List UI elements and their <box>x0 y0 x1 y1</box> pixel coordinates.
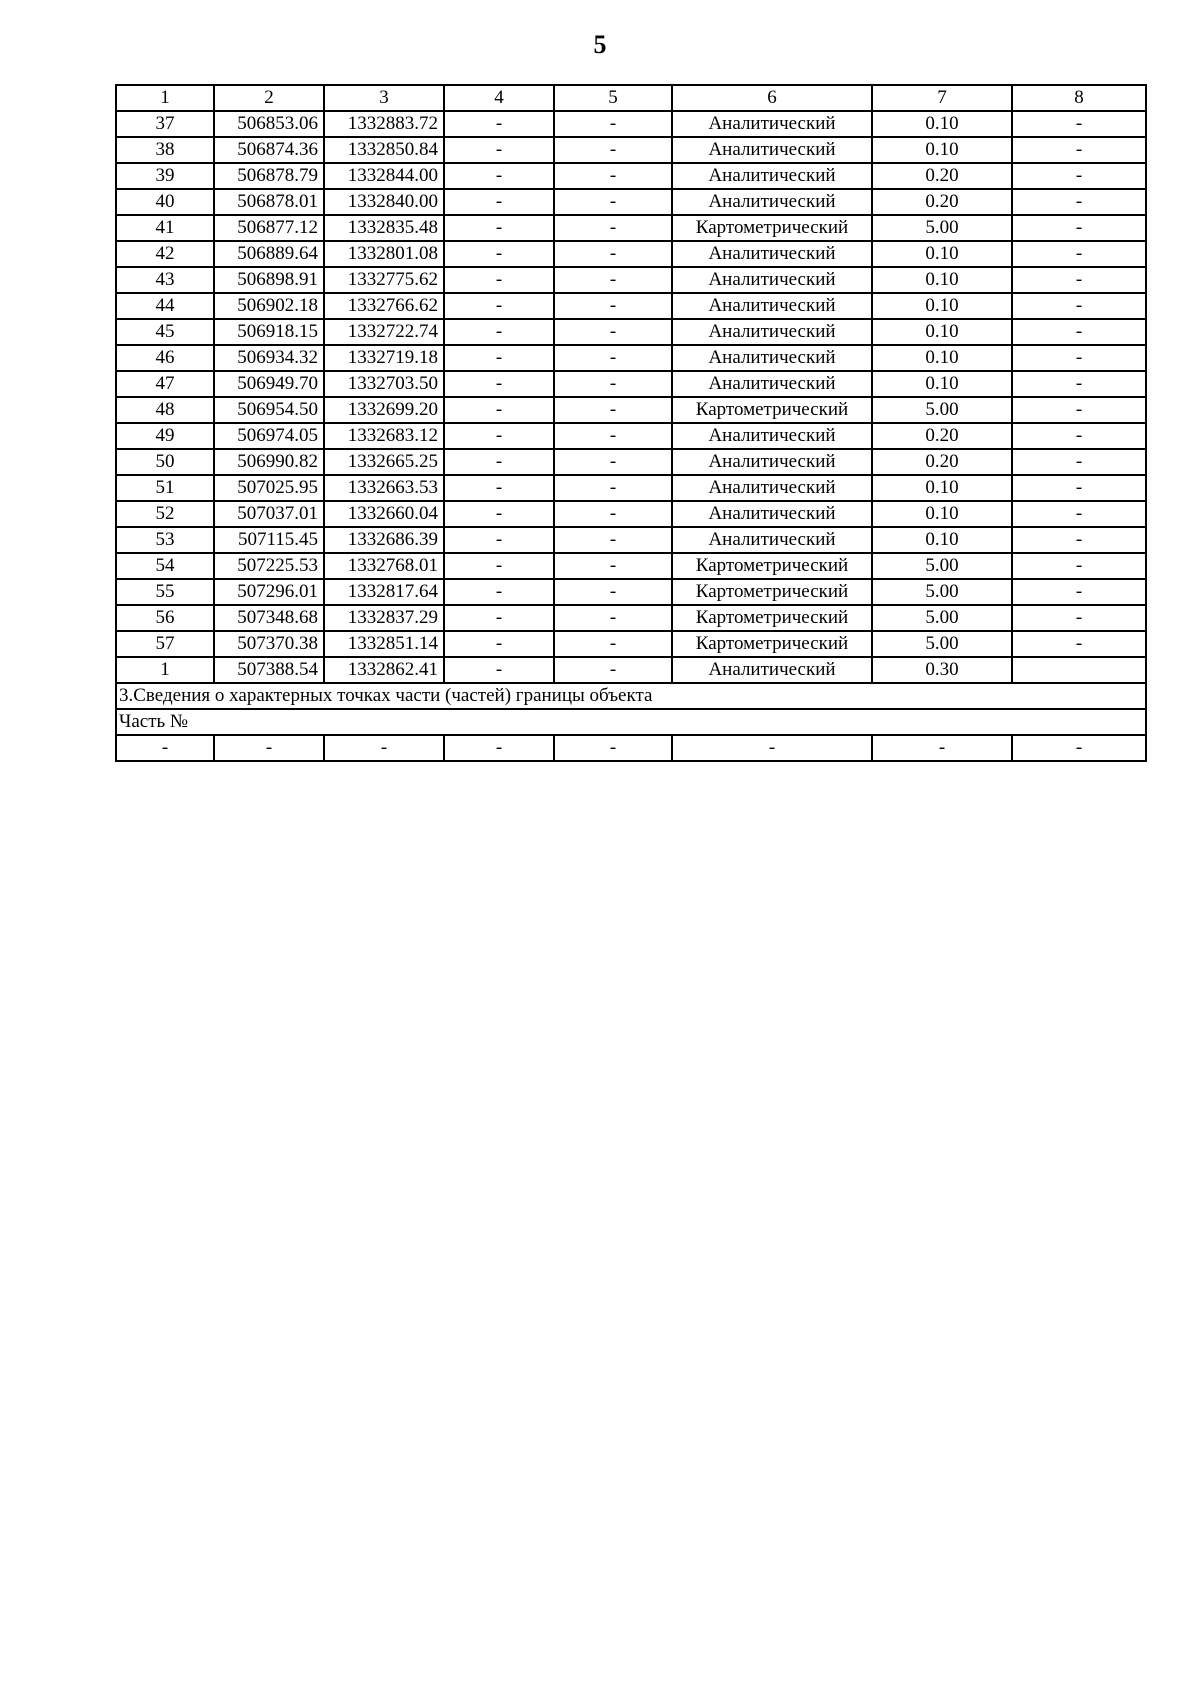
x-coordinate-cell: 506878.01 <box>214 189 324 215</box>
x-coordinate-cell: 507370.38 <box>214 631 324 657</box>
col8-cell: - <box>1012 163 1146 189</box>
table-row <box>116 449 1146 475</box>
point-number-cell: 37 <box>116 111 214 137</box>
page-number: 5 <box>593 30 607 59</box>
table-body <box>116 85 1146 761</box>
column-number: 2 <box>214 85 324 111</box>
col5-cell: - <box>554 163 672 189</box>
table-row <box>116 189 1146 215</box>
col5-cell: - <box>554 553 672 579</box>
col4-cell: - <box>444 423 554 449</box>
table-row <box>116 241 1146 267</box>
col4-cell: - <box>444 111 554 137</box>
x-coordinate-cell: 506954.50 <box>214 397 324 423</box>
col8-cell: - <box>1012 501 1146 527</box>
column-number-row <box>116 85 1146 111</box>
accuracy-cell: 5.00 <box>872 579 1012 605</box>
col8-cell: - <box>1012 137 1146 163</box>
point-number-cell: 53 <box>116 527 214 553</box>
x-coordinate-cell: 506889.64 <box>214 241 324 267</box>
col5-cell: - <box>554 631 672 657</box>
accuracy-cell: 5.00 <box>872 397 1012 423</box>
col5-cell: - <box>554 267 672 293</box>
x-coordinate-cell: 507025.95 <box>214 475 324 501</box>
col4-cell: - <box>444 371 554 397</box>
col5-cell: - <box>554 189 672 215</box>
x-coordinate-cell: 507348.68 <box>214 605 324 631</box>
table-row <box>116 501 1146 527</box>
point-number-cell: 1 <box>116 657 214 683</box>
col4-cell: - <box>444 579 554 605</box>
table-row <box>116 423 1146 449</box>
table-row <box>116 475 1146 501</box>
col8-cell: - <box>1012 553 1146 579</box>
col5-cell: - <box>554 293 672 319</box>
point-number-cell: 48 <box>116 397 214 423</box>
x-coordinate-cell: 507296.01 <box>214 579 324 605</box>
empty-cell: - <box>444 735 554 761</box>
col5-cell: - <box>554 345 672 371</box>
y-coordinate-cell: 1332768.01 <box>324 553 444 579</box>
col8-cell: - <box>1012 319 1146 345</box>
table-row <box>116 215 1146 241</box>
accuracy-cell: 0.10 <box>872 111 1012 137</box>
column-number: 6 <box>672 85 872 111</box>
method-cell: Аналитический <box>672 371 872 397</box>
method-cell: Аналитический <box>672 293 872 319</box>
method-cell: Аналитический <box>672 345 872 371</box>
y-coordinate-cell: 1332686.39 <box>324 527 444 553</box>
col8-cell: - <box>1012 527 1146 553</box>
y-coordinate-cell: 1332801.08 <box>324 241 444 267</box>
accuracy-cell: 0.10 <box>872 371 1012 397</box>
method-cell: Аналитический <box>672 449 872 475</box>
point-number-cell: 39 <box>116 163 214 189</box>
table-row <box>116 579 1146 605</box>
point-number-cell: 55 <box>116 579 214 605</box>
point-number-cell: 44 <box>116 293 214 319</box>
y-coordinate-cell: 1332837.29 <box>324 605 444 631</box>
y-coordinate-cell: 1332862.41 <box>324 657 444 683</box>
col4-cell: - <box>444 657 554 683</box>
table-row <box>116 137 1146 163</box>
method-cell: Аналитический <box>672 501 872 527</box>
point-number-cell: 42 <box>116 241 214 267</box>
x-coordinate-cell: 506902.18 <box>214 293 324 319</box>
col4-cell: - <box>444 319 554 345</box>
col8-cell: - <box>1012 371 1146 397</box>
point-number-cell: 51 <box>116 475 214 501</box>
y-coordinate-cell: 1332851.14 <box>324 631 444 657</box>
y-coordinate-cell: 1332703.50 <box>324 371 444 397</box>
col8-cell: - <box>1012 449 1146 475</box>
col5-cell: - <box>554 449 672 475</box>
method-cell: Картометрический <box>672 631 872 657</box>
x-coordinate-cell: 506974.05 <box>214 423 324 449</box>
col8-cell: - <box>1012 345 1146 371</box>
x-coordinate-cell: 506990.82 <box>214 449 324 475</box>
table-row <box>116 657 1146 683</box>
col8-cell <box>1012 657 1146 683</box>
accuracy-cell: 0.10 <box>872 527 1012 553</box>
y-coordinate-cell: 1332699.20 <box>324 397 444 423</box>
col8-cell: - <box>1012 215 1146 241</box>
point-number-cell: 40 <box>116 189 214 215</box>
col8-cell: - <box>1012 579 1146 605</box>
col5-cell: - <box>554 527 672 553</box>
method-cell: Картометрический <box>672 579 872 605</box>
col8-cell: - <box>1012 293 1146 319</box>
col4-cell: - <box>444 449 554 475</box>
col5-cell: - <box>554 319 672 345</box>
method-cell: Аналитический <box>672 657 872 683</box>
col4-cell: - <box>444 475 554 501</box>
table-row <box>116 345 1146 371</box>
x-coordinate-cell: 506853.06 <box>214 111 324 137</box>
empty-cell: - <box>672 735 872 761</box>
empty-cell: - <box>324 735 444 761</box>
point-number-cell: 38 <box>116 137 214 163</box>
point-number-cell: 52 <box>116 501 214 527</box>
accuracy-cell: 0.10 <box>872 267 1012 293</box>
point-number-cell: 54 <box>116 553 214 579</box>
empty-cell: - <box>214 735 324 761</box>
method-cell: Аналитический <box>672 527 872 553</box>
method-cell: Аналитический <box>672 163 872 189</box>
accuracy-cell: 0.10 <box>872 319 1012 345</box>
accuracy-cell: 5.00 <box>872 631 1012 657</box>
col8-cell: - <box>1012 241 1146 267</box>
part-label: Часть № <box>116 709 1146 735</box>
col5-cell: - <box>554 657 672 683</box>
column-number: 8 <box>1012 85 1146 111</box>
col5-cell: - <box>554 397 672 423</box>
point-number-cell: 50 <box>116 449 214 475</box>
y-coordinate-cell: 1332883.72 <box>324 111 444 137</box>
accuracy-cell: 0.20 <box>872 189 1012 215</box>
method-cell: Аналитический <box>672 137 872 163</box>
col4-cell: - <box>444 215 554 241</box>
table-row <box>116 553 1146 579</box>
table-row <box>116 293 1146 319</box>
accuracy-cell: 5.00 <box>872 605 1012 631</box>
point-number-cell: 46 <box>116 345 214 371</box>
table-row <box>116 527 1146 553</box>
point-number-cell: 41 <box>116 215 214 241</box>
point-number-cell: 45 <box>116 319 214 345</box>
x-coordinate-cell: 507115.45 <box>214 527 324 553</box>
accuracy-cell: 0.10 <box>872 137 1012 163</box>
col4-cell: - <box>444 501 554 527</box>
method-cell: Аналитический <box>672 241 872 267</box>
section-title: 3.Сведения о характерных точках части (частей) границы объекта <box>116 683 1146 709</box>
x-coordinate-cell: 507037.01 <box>214 501 324 527</box>
col5-cell: - <box>554 605 672 631</box>
col4-cell: - <box>444 527 554 553</box>
table-row <box>116 371 1146 397</box>
col4-cell: - <box>444 345 554 371</box>
method-cell: Аналитический <box>672 111 872 137</box>
column-number: 5 <box>554 85 672 111</box>
col4-cell: - <box>444 163 554 189</box>
column-number: 3 <box>324 85 444 111</box>
y-coordinate-cell: 1332722.74 <box>324 319 444 345</box>
accuracy-cell: 0.10 <box>872 475 1012 501</box>
empty-part-row <box>116 735 1146 761</box>
col5-cell: - <box>554 111 672 137</box>
y-coordinate-cell: 1332840.00 <box>324 189 444 215</box>
x-coordinate-cell: 506949.70 <box>214 371 324 397</box>
col5-cell: - <box>554 423 672 449</box>
method-cell: Картометрический <box>672 397 872 423</box>
method-cell: Аналитический <box>672 319 872 345</box>
method-cell: Картометрический <box>672 215 872 241</box>
table-row <box>116 267 1146 293</box>
y-coordinate-cell: 1332850.84 <box>324 137 444 163</box>
y-coordinate-cell: 1332817.64 <box>324 579 444 605</box>
table-row <box>116 605 1146 631</box>
accuracy-cell: 5.00 <box>872 553 1012 579</box>
col8-cell: - <box>1012 475 1146 501</box>
column-number: 7 <box>872 85 1012 111</box>
col5-cell: - <box>554 475 672 501</box>
accuracy-cell: 5.00 <box>872 215 1012 241</box>
y-coordinate-cell: 1332719.18 <box>324 345 444 371</box>
y-coordinate-cell: 1332835.48 <box>324 215 444 241</box>
col8-cell: - <box>1012 423 1146 449</box>
empty-cell: - <box>1012 735 1146 761</box>
column-number: 1 <box>116 85 214 111</box>
x-coordinate-cell: 507225.53 <box>214 553 324 579</box>
col4-cell: - <box>444 553 554 579</box>
x-coordinate-cell: 506874.36 <box>214 137 324 163</box>
empty-cell: - <box>116 735 214 761</box>
col5-cell: - <box>554 371 672 397</box>
y-coordinate-cell: 1332665.25 <box>324 449 444 475</box>
y-coordinate-cell: 1332766.62 <box>324 293 444 319</box>
method-cell: Картометрический <box>672 553 872 579</box>
x-coordinate-cell: 506898.91 <box>214 267 324 293</box>
col5-cell: - <box>554 137 672 163</box>
y-coordinate-cell: 1332844.00 <box>324 163 444 189</box>
accuracy-cell: 0.20 <box>872 163 1012 189</box>
col4-cell: - <box>444 241 554 267</box>
section-title-row <box>116 683 1146 709</box>
col8-cell: - <box>1012 267 1146 293</box>
empty-cell: - <box>554 735 672 761</box>
point-number-cell: 49 <box>116 423 214 449</box>
x-coordinate-cell: 506878.79 <box>214 163 324 189</box>
point-number-cell: 56 <box>116 605 214 631</box>
method-cell: Аналитический <box>672 189 872 215</box>
x-coordinate-cell: 507388.54 <box>214 657 324 683</box>
point-number-cell: 43 <box>116 267 214 293</box>
col4-cell: - <box>444 397 554 423</box>
table-row <box>116 111 1146 137</box>
col5-cell: - <box>554 215 672 241</box>
col4-cell: - <box>444 189 554 215</box>
coordinates-table <box>115 84 1147 762</box>
col4-cell: - <box>444 605 554 631</box>
table-row <box>116 163 1146 189</box>
y-coordinate-cell: 1332663.53 <box>324 475 444 501</box>
accuracy-cell: 0.10 <box>872 345 1012 371</box>
point-number-cell: 47 <box>116 371 214 397</box>
col8-cell: - <box>1012 605 1146 631</box>
col8-cell: - <box>1012 189 1146 215</box>
method-cell: Аналитический <box>672 423 872 449</box>
y-coordinate-cell: 1332775.62 <box>324 267 444 293</box>
x-coordinate-cell: 506934.32 <box>214 345 324 371</box>
method-cell: Картометрический <box>672 605 872 631</box>
col5-cell: - <box>554 241 672 267</box>
col8-cell: - <box>1012 397 1146 423</box>
accuracy-cell: 0.20 <box>872 423 1012 449</box>
col4-cell: - <box>444 631 554 657</box>
column-number: 4 <box>444 85 554 111</box>
table-row <box>116 397 1146 423</box>
col8-cell: - <box>1012 111 1146 137</box>
x-coordinate-cell: 506877.12 <box>214 215 324 241</box>
table-row <box>116 631 1146 657</box>
col8-cell: - <box>1012 631 1146 657</box>
col5-cell: - <box>554 501 672 527</box>
accuracy-cell: 0.10 <box>872 501 1012 527</box>
empty-cell: - <box>872 735 1012 761</box>
table-row <box>116 319 1146 345</box>
accuracy-cell: 0.10 <box>872 293 1012 319</box>
col4-cell: - <box>444 293 554 319</box>
y-coordinate-cell: 1332660.04 <box>324 501 444 527</box>
col4-cell: - <box>444 137 554 163</box>
col5-cell: - <box>554 579 672 605</box>
y-coordinate-cell: 1332683.12 <box>324 423 444 449</box>
method-cell: Аналитический <box>672 267 872 293</box>
accuracy-cell: 0.10 <box>872 241 1012 267</box>
accuracy-cell: 0.20 <box>872 449 1012 475</box>
accuracy-cell: 0.30 <box>872 657 1012 683</box>
x-coordinate-cell: 506918.15 <box>214 319 324 345</box>
point-number-cell: 57 <box>116 631 214 657</box>
method-cell: Аналитический <box>672 475 872 501</box>
col4-cell: - <box>444 267 554 293</box>
part-label-row <box>116 709 1146 735</box>
